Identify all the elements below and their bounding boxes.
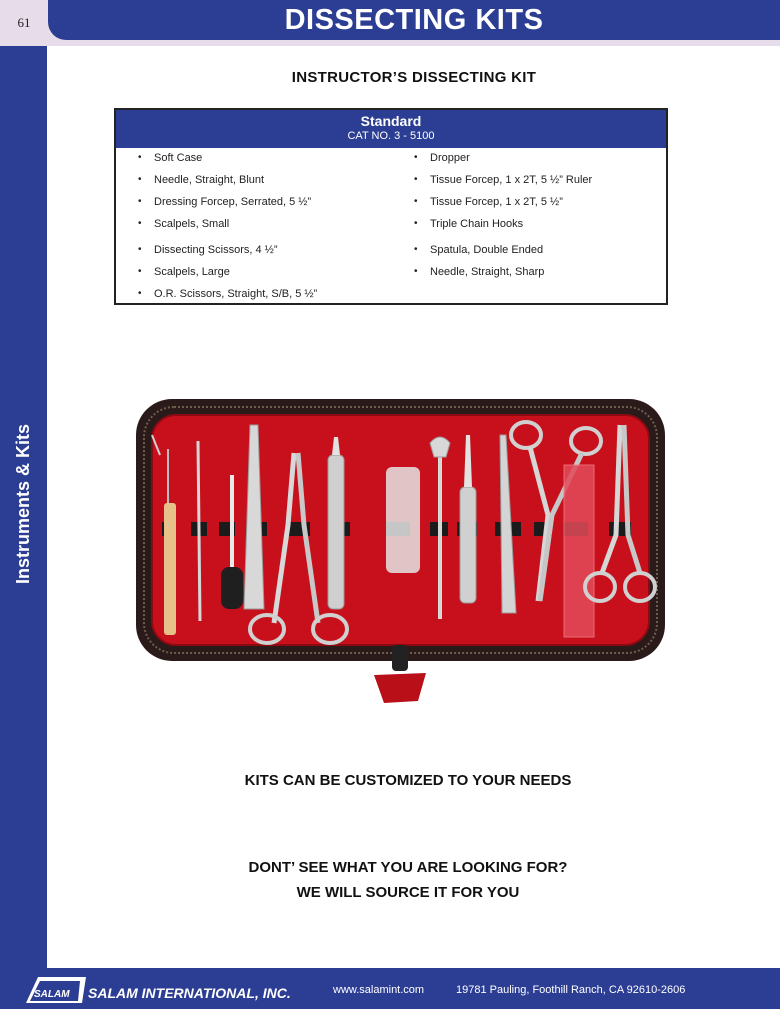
list-item: • Scalpels, Large [138, 266, 230, 278]
kit-cat-number: CAT NO. 3 - 5100 [347, 130, 435, 142]
section-heading: INSTRUCTOR’S DISSECTING KIT [291, 69, 537, 86]
list-item: • Needle, Straight, Sharp [414, 266, 545, 278]
zipper-pull [392, 645, 408, 671]
list-item: • Triple Chain Hooks [414, 218, 524, 230]
wooden-probe [164, 503, 176, 635]
list-item: • Dissecting Scissors, 4 ½” [138, 244, 278, 256]
zipper-tab [374, 673, 426, 703]
list-item: • Tissue Forcep, 1 x 2T, 5 ½” Ruler [414, 174, 593, 186]
kit-box [114, 108, 668, 305]
list-item: • Scalpels, Small [138, 218, 230, 230]
kit-contents-list [116, 148, 666, 303]
customize-note: KITS CAN BE CUSTOMIZED TO YOUR NEEDS [244, 772, 572, 789]
list-item: • Dressing Forcep, Serrated, 5 ½” [138, 196, 312, 208]
page-number: 61 [17, 15, 31, 30]
list-item: • Tissue Forcep, 1 x 2T, 5 ½” [414, 196, 563, 208]
list-item: • Dropper [414, 152, 470, 164]
kit-header [116, 110, 666, 148]
dropper-bulb [221, 567, 243, 609]
dissecting-kit-photo [134, 395, 667, 707]
source-line-2: WE WILL SOURCE IT FOR YOU [296, 884, 520, 901]
source-line-1: DONT’ SEE WHAT YOU ARE LOOKING FOR? [248, 859, 568, 876]
list-item: • Soft Case [138, 152, 203, 164]
kit-name: Standard [360, 113, 422, 129]
list-item: • Spatula, Double Ended [414, 244, 544, 256]
company-name: SALAM INTERNATIONAL, INC. [88, 985, 291, 1001]
scalpel-small [460, 487, 476, 603]
pins-bag [386, 467, 420, 573]
scalpel-large [328, 455, 344, 609]
logo-badge-text: SALAM [34, 989, 70, 1000]
ruler [564, 465, 594, 637]
website-link[interactable]: www.salamint.com [333, 984, 425, 996]
title-bar [48, 0, 780, 40]
side-tab-label: Instruments & Kits [13, 423, 33, 585]
list-item: • O.R. Scissors, Straight, S/B, 5 ½” [138, 288, 318, 300]
source-note [48, 855, 768, 905]
list-item: • Needle, Straight, Blunt [138, 174, 265, 186]
page-title: DISSECTING KITS [284, 3, 544, 36]
company-address: 19781 Pauling, Foothill Ranch, CA 92610-2606 [456, 984, 686, 996]
needle-blunt [198, 441, 200, 621]
